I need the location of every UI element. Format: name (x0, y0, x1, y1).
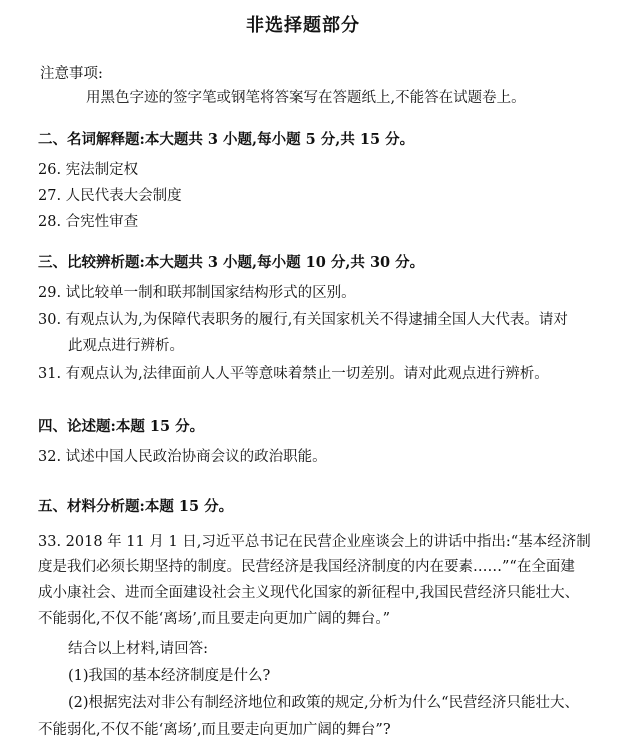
question-33-line-3: 成小康社会、进而全面建设社会主义现代化国家的新征程中,我国民营经济只能壮大、 (38, 585, 580, 601)
answer-prompt: 结合以上材料,请回答: (68, 641, 208, 657)
question-33-line-1: 33. 2018 年 11 月 1 日,习近平总书记在民营企业座谈会上的讲话中指出:“基本经济制 (38, 534, 591, 550)
notice-text: 用黑色字迹的签字笔或钢笔将答案写在答题纸上,不能答在试题卷上。 (86, 90, 526, 106)
question-31: 31. 有观点认为,法律面前人人平等意味着禁止一切差别。请对此观点进行辨析。 (38, 366, 549, 382)
question-33-line-4: 不能弱化,不仅不能‘离场’,而且要走向更加广阔的舞台。” (38, 611, 391, 627)
question-26: 26. 宪法制定权 (38, 162, 139, 178)
subquestion-2-continued: 不能弱化,不仅不能‘离场’,而且要走向更加广阔的舞台”? (38, 722, 391, 738)
question-30-continued: 此观点进行辨析。 (68, 338, 184, 354)
subquestion-1: (1)我国的基本经济制度是什么? (68, 668, 271, 684)
section-heading-material: 五、材料分析题:本题 15 分。 (38, 498, 234, 515)
question-30: 30. 有观点认为,为保障代表职务的履行,有关国家机关不得逮捕全国人大代表。请对 (38, 312, 568, 328)
section-heading-terms: 二、名词解释题:本大题共 3 小题,每小题 5 分,共 15 分。 (38, 131, 415, 148)
section-heading-essay: 四、论述题:本题 15 分。 (38, 418, 205, 435)
question-33-line-2: 度是我们必须长期坚持的制度。民营经济是我国经济制度的内在要素……”“在全面建 (38, 559, 575, 575)
question-27: 27. 人民代表大会制度 (38, 188, 182, 204)
page-title: 非选择题部分 (246, 15, 360, 36)
notice-heading: 注意事项: (40, 66, 103, 82)
question-29: 29. 试比较单一制和联邦制国家结构形式的区别。 (38, 285, 356, 301)
question-32: 32. 试述中国人民政治协商会议的政治职能。 (38, 449, 327, 465)
subquestion-2: (2)根据宪法对非公有制经济地位和政策的规定,分析为什么“民营经济只能壮大、 (68, 695, 580, 711)
section-heading-comparison: 三、比较辨析题:本大题共 3 小题,每小题 10 分,共 30 分。 (38, 254, 425, 271)
question-28: 28. 合宪性审查 (38, 214, 139, 230)
